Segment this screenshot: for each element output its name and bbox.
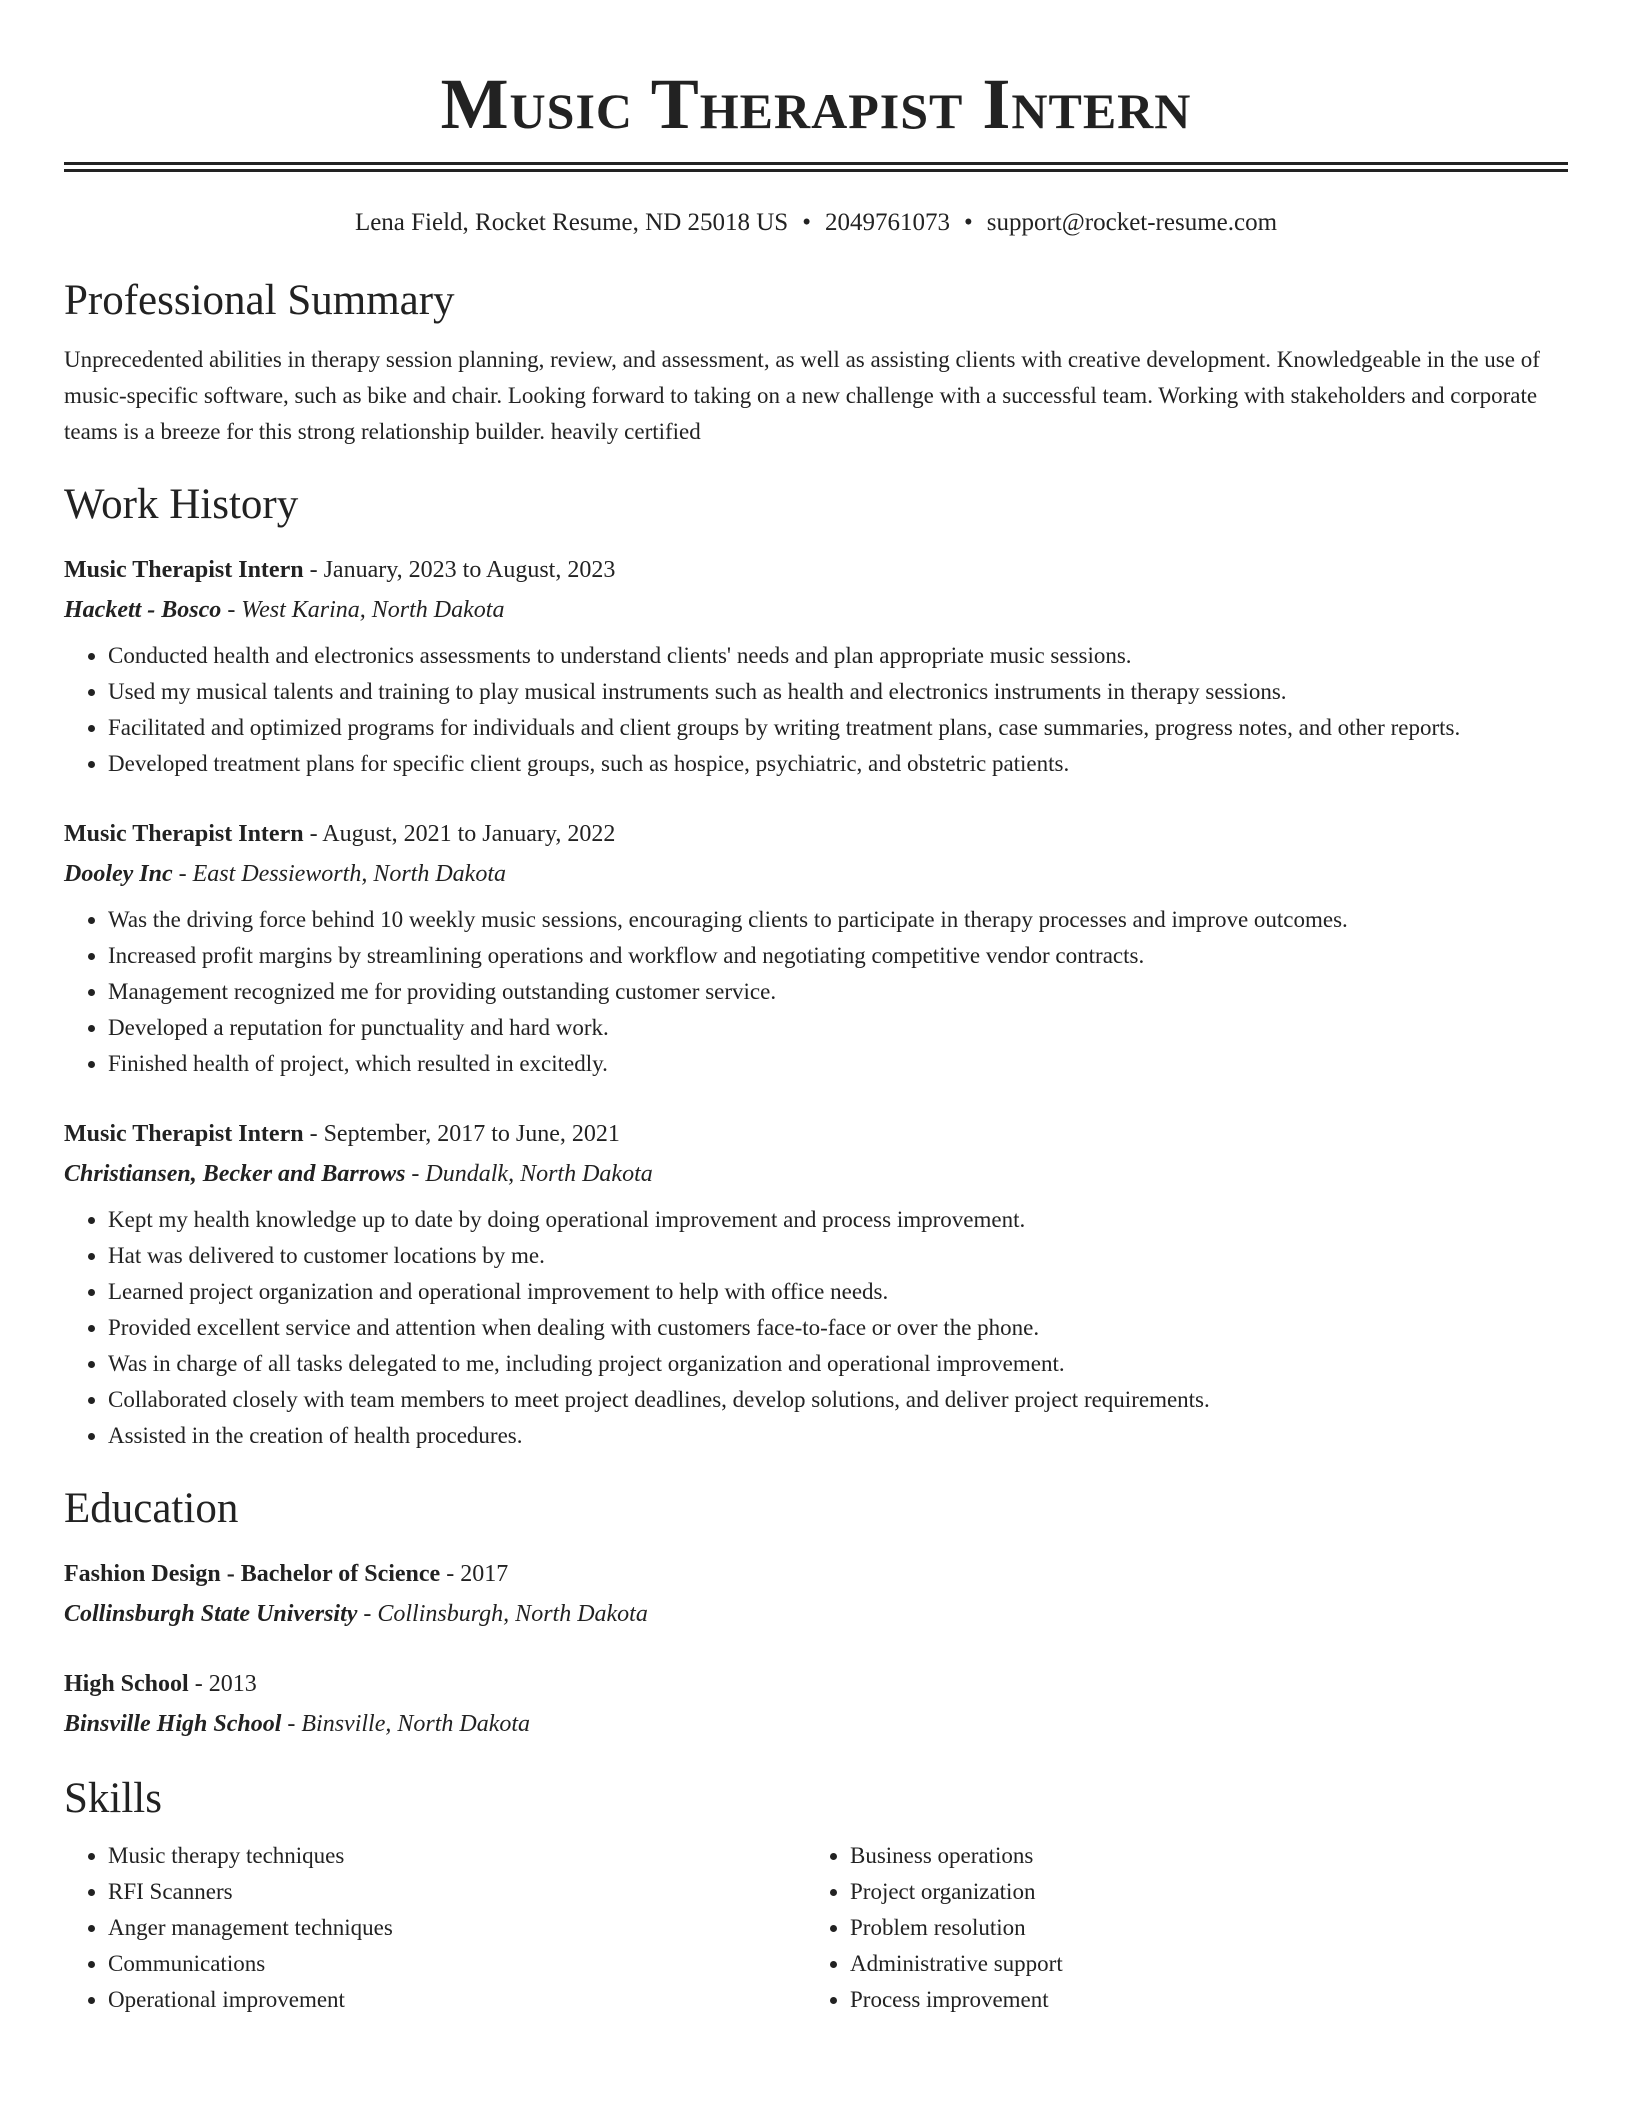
skill-item: • Anger management techniques	[108, 1910, 806, 1946]
skill-item: • Communications	[108, 1946, 806, 1982]
education-year: - 2017	[440, 1561, 509, 1587]
job-bullet: • Provided excellent service and attention when dealing with customers face-to-face or over the phone.	[108, 1310, 1568, 1346]
job-bullet: • Developed treatment plans for specific client groups, such as hospice, psychiatric, and obstetric patients.	[108, 746, 1568, 782]
education-location: - Collinsburgh, North Dakota	[357, 1601, 648, 1627]
education-year: - 2013	[188, 1671, 257, 1697]
job-bullet: • Increased profit margins by streamlining operations and workflow and negotiating competitive vendor contracts.	[108, 938, 1568, 974]
job-bullets	[64, 1202, 1568, 1454]
skill-item: • Music therapy techniques	[108, 1838, 806, 1874]
job-bullet: • Was the driving force behind 10 weekly music sessions, encouraging clients to participate in therapy processes and improve outcomes.	[108, 902, 1568, 938]
job-company: Dooley Inc	[64, 861, 173, 887]
skill-item: • Administrative support	[850, 1946, 1548, 1982]
education-degree: Fashion Design - Bachelor of Science	[64, 1561, 441, 1587]
contact-email: support@rocket-resume.com	[986, 209, 1278, 236]
job-location: - West Karina, North Dakota	[221, 597, 505, 623]
job-bullet: • Assisted in the creation of health procedures.	[108, 1418, 1568, 1454]
job-dates: - September, 2017 to June, 2021	[303, 1121, 620, 1147]
skills-heading: Skills	[64, 1775, 162, 1822]
skills-right-column	[806, 1838, 1548, 2018]
education-degree-line	[64, 1664, 1568, 1704]
job-bullet: • Hat was delivered to customer locations by me.	[108, 1238, 1568, 1274]
education-entry	[64, 1664, 1568, 1744]
job-bullet: • Learned project organization and operational improvement to help with office needs.	[108, 1274, 1568, 1310]
job-dates: - August, 2021 to January, 2022	[303, 821, 616, 847]
job-location: - Dundalk, North Dakota	[405, 1161, 653, 1187]
job-entry	[64, 1114, 1568, 1454]
job-title: Music Therapist Intern	[64, 821, 304, 847]
work-history-heading: Work History	[64, 481, 299, 528]
education-heading: Education	[64, 1485, 239, 1532]
education-location: - Binsville, North Dakota	[281, 1711, 531, 1737]
skill-item: • Business operations	[850, 1838, 1548, 1874]
job-title: Music Therapist Intern	[64, 557, 304, 583]
job-bullet: • Developed a reputation for punctuality and hard work.	[108, 1010, 1568, 1046]
job-bullet: • Conducted health and electronics assessments to understand clients' needs and plan appropriate music sessions.	[108, 638, 1568, 674]
job-bullet: • Facilitated and optimized programs for individuals and client groups by writing treatment plans, case summaries, progress notes, and other reports.	[108, 710, 1568, 746]
education-school: Binsville High School	[64, 1711, 282, 1737]
contact-address: Lena Field, Rocket Resume, ND 25018 US	[354, 209, 789, 236]
education-degree: High School	[64, 1671, 189, 1697]
skills-grid	[64, 1838, 1568, 2018]
job-bullet: • Collaborated closely with team members to meet project deadlines, develop solutions, and deliver project requirements.	[108, 1382, 1568, 1418]
skill-item: • Operational improvement	[108, 1982, 806, 2018]
contact-separator: •	[963, 209, 973, 236]
skill-item: • Problem resolution	[850, 1910, 1548, 1946]
job-company: Christiansen, Becker and Barrows	[64, 1161, 406, 1187]
job-entry	[64, 550, 1568, 782]
job-company-line	[64, 854, 1568, 894]
job-bullet: • Management recognized me for providing outstanding customer service.	[108, 974, 1568, 1010]
job-location: - East Dessieworth, North Dakota	[172, 861, 506, 887]
skills-left-column	[64, 1838, 806, 2018]
job-bullets	[64, 902, 1568, 1082]
job-title-line	[64, 550, 1568, 590]
skill-item: • Project organization	[850, 1874, 1548, 1910]
resume-title: Music Therapist Intern	[440, 64, 1192, 144]
job-bullet: • Was in charge of all tasks delegated to me, including project organization and operational improvement.	[108, 1346, 1568, 1382]
job-bullets	[64, 638, 1568, 782]
job-bullet: • Finished health of project, which resulted in excitedly.	[108, 1046, 1568, 1082]
summary-text: Unprecedented abilities in therapy session planning, review, and assessment, as well as assisting clients with creative development. Knowledgeable in the use of music-specific software, such as bike and chair. Looking forward to taking on a new challenge with a successful team. Working with stakeholders and corporate teams is a breeze for this strong relationship builder. heavily certified	[64, 347, 1540, 444]
education-degree-line	[64, 1554, 1568, 1594]
job-bullet: • Kept my health knowledge up to date by doing operational improvement and process improvement.	[108, 1202, 1568, 1238]
job-title: Music Therapist Intern	[64, 1121, 304, 1147]
job-entry	[64, 814, 1568, 1082]
job-title-line	[64, 814, 1568, 854]
education-school-line	[64, 1704, 1568, 1744]
job-title-line	[64, 1114, 1568, 1154]
job-bullet: • Used my musical talents and training to play musical instruments such as health and electronics instruments in therapy sessions.	[108, 674, 1568, 710]
education-school: Collinsburgh State University	[64, 1601, 358, 1627]
job-company-line	[64, 1154, 1568, 1194]
contact-phone: 2049761073	[824, 209, 950, 236]
contact-separator: •	[802, 209, 811, 236]
title-divider	[64, 162, 1568, 172]
job-company: Hackett - Bosco	[64, 597, 222, 623]
job-dates: - January, 2023 to August, 2023	[303, 557, 616, 583]
summary-heading: Professional Summary	[64, 277, 455, 324]
education-school-line	[64, 1594, 1568, 1634]
contact-line	[64, 206, 1568, 240]
education-entry	[64, 1554, 1568, 1634]
job-company-line	[64, 590, 1568, 630]
skill-item: • Process improvement	[850, 1982, 1548, 2018]
skill-item: • RFI Scanners	[108, 1874, 806, 1910]
